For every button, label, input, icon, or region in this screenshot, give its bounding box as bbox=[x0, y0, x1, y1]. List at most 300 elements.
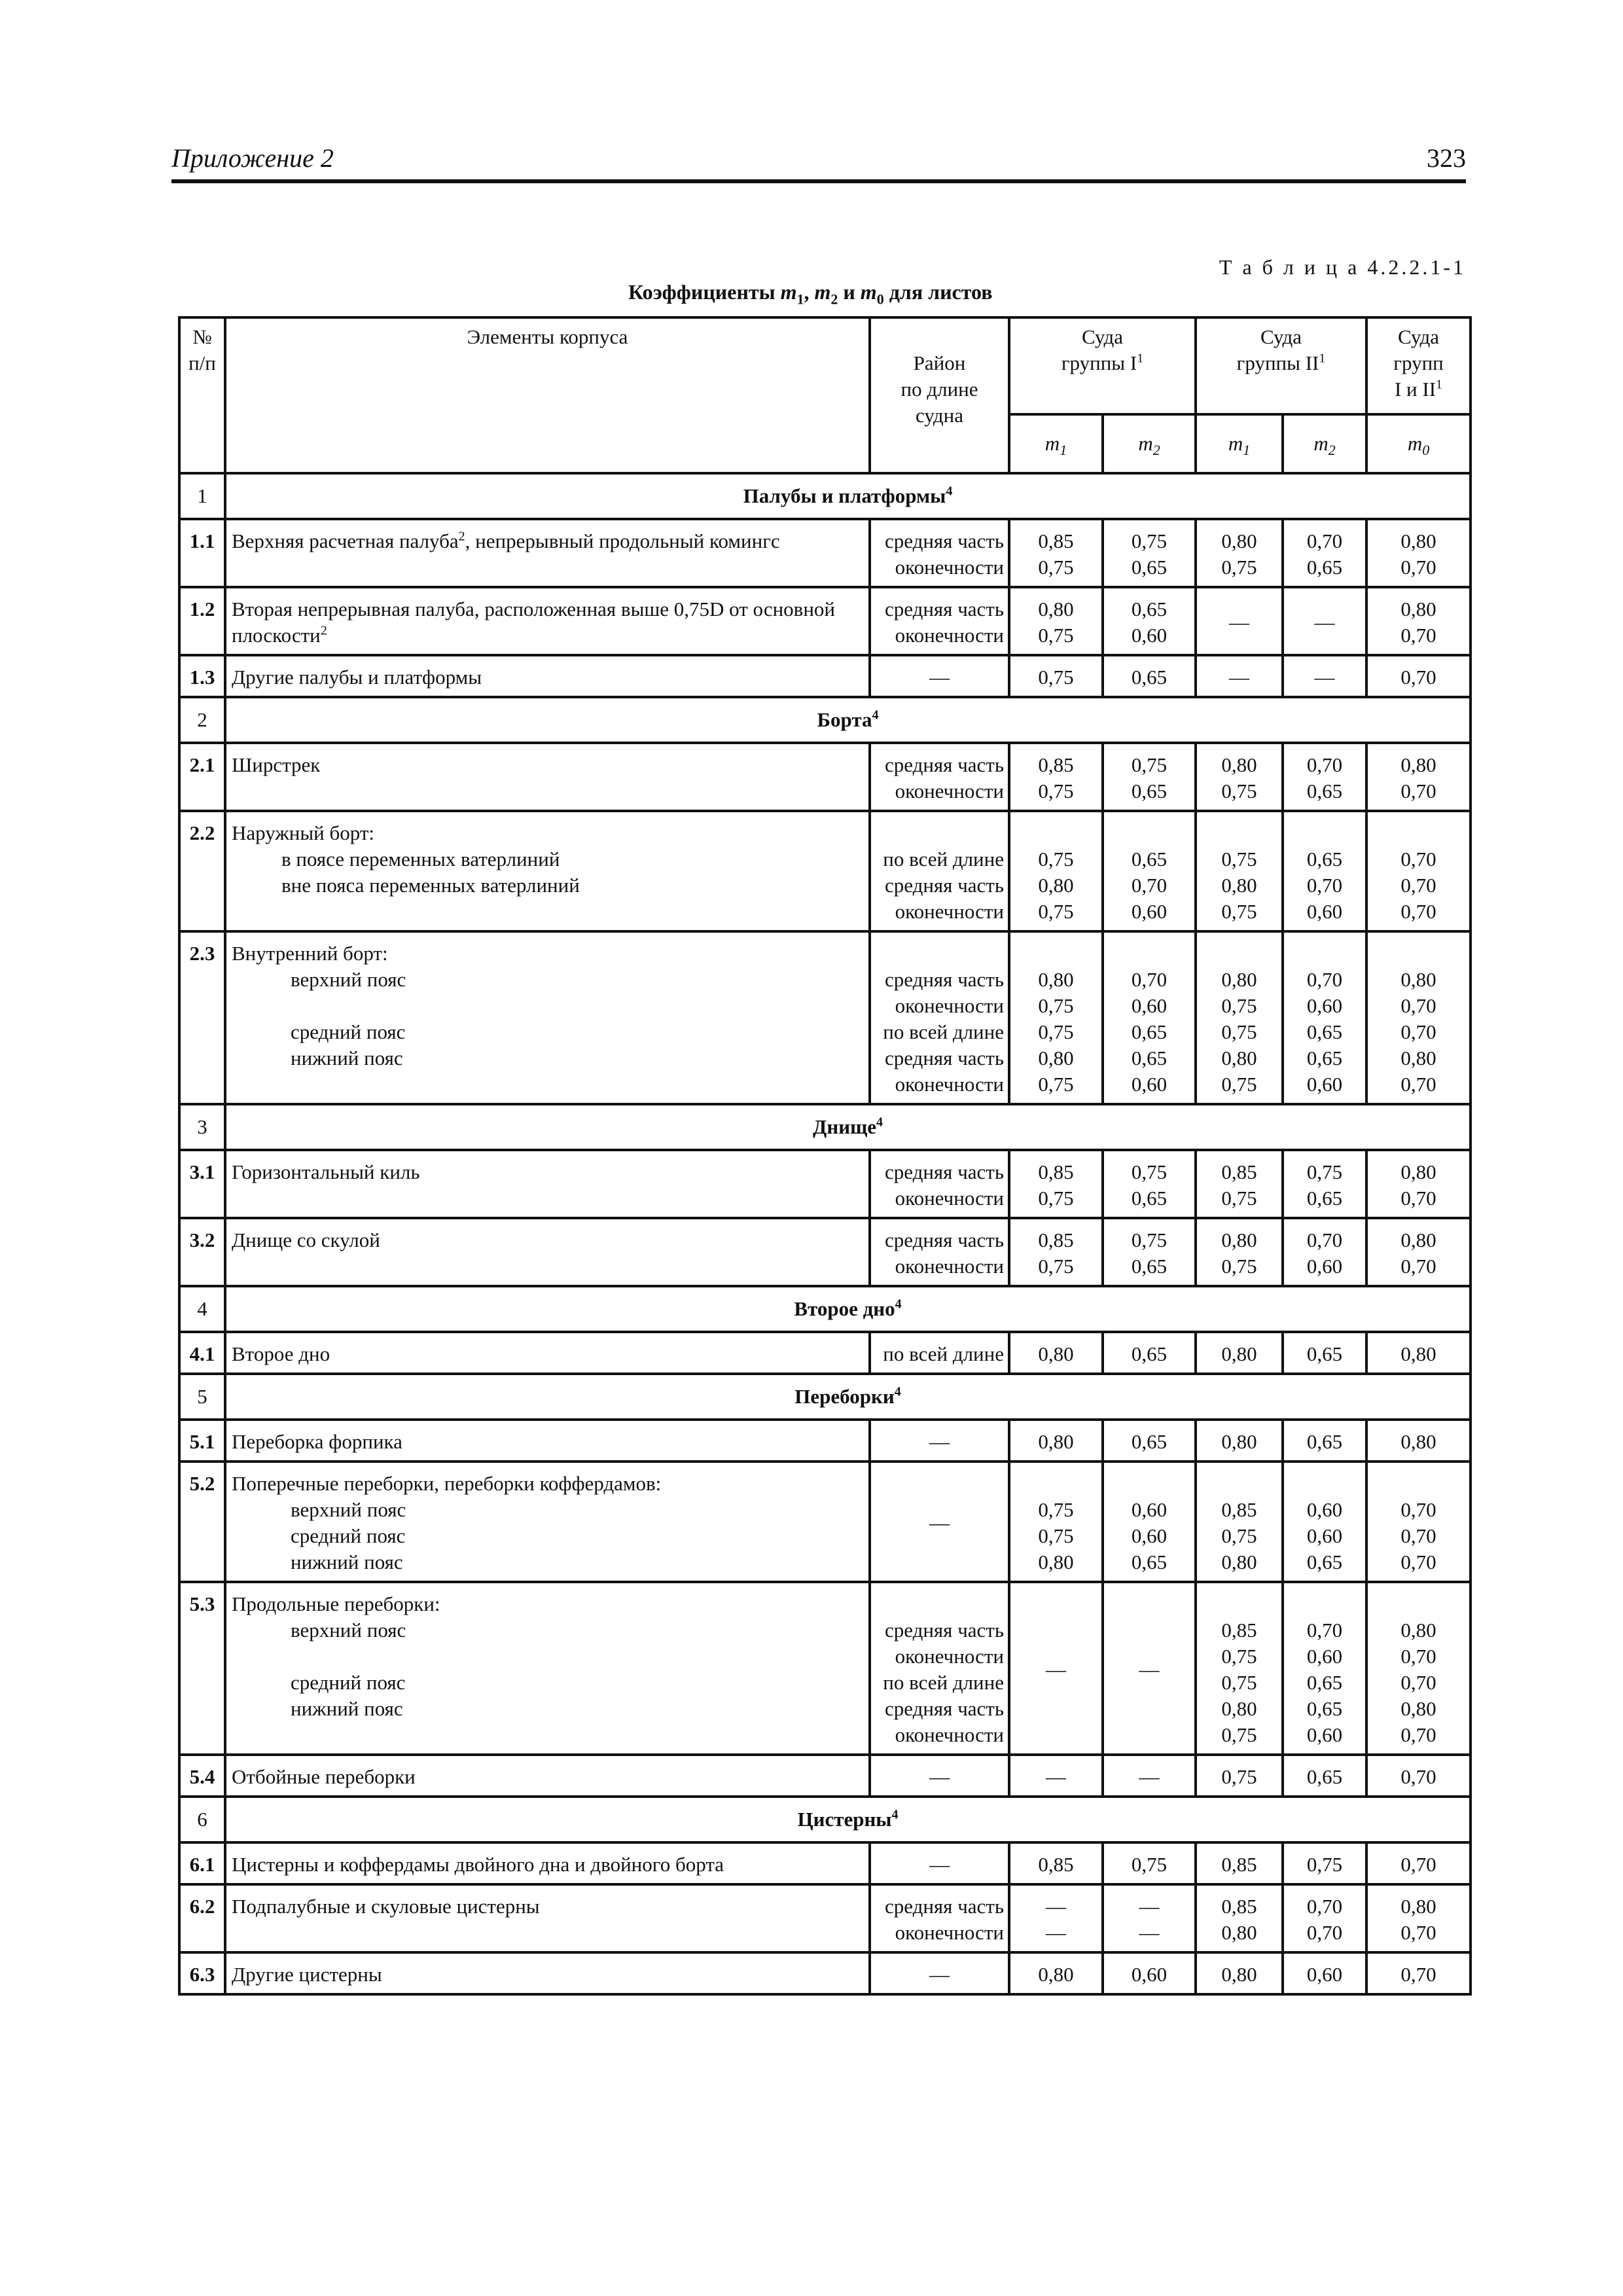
value-line: 0,60 bbox=[1131, 1963, 1168, 1986]
value-line bbox=[1289, 820, 1360, 846]
value-line: 0,80 bbox=[1221, 1697, 1257, 1720]
value-g1m2 bbox=[1103, 1842, 1196, 1884]
element-line: Другие цистерны bbox=[232, 1963, 382, 1986]
value-line: — bbox=[1139, 1658, 1160, 1681]
row-region bbox=[870, 1884, 1009, 1952]
value-line bbox=[1289, 1591, 1360, 1617]
value-line: 0,70 bbox=[1400, 874, 1436, 897]
value-g1m2 bbox=[1103, 743, 1196, 811]
element-line: Поперечные переборки, переборки коффердамов: bbox=[232, 1472, 662, 1495]
row-number: 1.3 bbox=[179, 655, 225, 697]
value-line: 0,80 bbox=[1400, 1697, 1436, 1720]
value-line: 0,80 bbox=[1400, 1895, 1436, 1918]
value-line: 0,80 bbox=[1038, 968, 1074, 991]
row-number: 3.1 bbox=[179, 1150, 225, 1218]
value-m0 bbox=[1366, 1842, 1471, 1884]
row-element bbox=[225, 1755, 870, 1797]
region-line: средняя часть bbox=[884, 1619, 1004, 1641]
value-line: 0,80 bbox=[1221, 1551, 1257, 1573]
value-line: 0,75 bbox=[1221, 1723, 1257, 1746]
region-line: — bbox=[929, 1853, 950, 1876]
value-line: 0,65 bbox=[1131, 1255, 1168, 1278]
value-line: 0,70 bbox=[1306, 529, 1343, 552]
value-line: 0,80 bbox=[1400, 529, 1436, 552]
value-g1m1 bbox=[1009, 1952, 1103, 1994]
value-line: 0,80 bbox=[1221, 529, 1257, 552]
value-line: — bbox=[1046, 1765, 1066, 1788]
value-line: 0,65 bbox=[1131, 1551, 1168, 1573]
element-line bbox=[232, 993, 863, 1019]
element-line: верхний пояс bbox=[291, 1619, 406, 1641]
value-line: 0,80 bbox=[1221, 1342, 1257, 1365]
region-line: оконечности bbox=[895, 556, 1004, 579]
value-line: 0,70 bbox=[1400, 1963, 1436, 1986]
value-line: — bbox=[1314, 611, 1335, 634]
value-g2m2 bbox=[1283, 1332, 1366, 1374]
element-line: средний пояс bbox=[291, 1671, 406, 1694]
table-row bbox=[179, 811, 1471, 931]
value-line: 0,65 bbox=[1131, 556, 1168, 579]
value-line: — bbox=[1229, 611, 1250, 634]
value-g2m1 bbox=[1196, 655, 1283, 697]
value-line: 0,70 bbox=[1306, 753, 1343, 776]
value-g1m1 bbox=[1009, 1582, 1103, 1755]
value-line: — bbox=[1046, 1921, 1066, 1944]
value-line: 0,60 bbox=[1131, 900, 1168, 923]
value-g1m1 bbox=[1009, 1755, 1103, 1797]
row-region bbox=[870, 743, 1009, 811]
element-line: Отбойные переборки bbox=[232, 1765, 416, 1788]
value-g2m1 bbox=[1196, 1884, 1283, 1952]
value-g2m2 bbox=[1283, 655, 1366, 697]
section-row bbox=[179, 697, 1471, 743]
value-line: 0,70 bbox=[1400, 624, 1436, 647]
value-line: 0,80 bbox=[1038, 598, 1074, 620]
value-line: — bbox=[1314, 666, 1335, 689]
value-line: 0,80 bbox=[1038, 874, 1074, 897]
value-line: 0,75 bbox=[1221, 900, 1257, 923]
col-header-elements: Элементы корпуса bbox=[225, 317, 870, 473]
value-line: 0,75 bbox=[1038, 848, 1074, 870]
element-line: Наружный борт: bbox=[232, 821, 375, 844]
value-line: — bbox=[1139, 1765, 1160, 1788]
value-line: 0,80 bbox=[1221, 874, 1257, 897]
value-g1m1 bbox=[1009, 519, 1103, 587]
value-line: 0,75 bbox=[1038, 1255, 1074, 1278]
section-number: 4 bbox=[179, 1286, 225, 1332]
row-region bbox=[870, 1332, 1009, 1374]
section-number: 1 bbox=[179, 473, 225, 519]
value-g2m2 bbox=[1283, 1842, 1366, 1884]
table-row bbox=[179, 743, 1471, 811]
value-line: 0,65 bbox=[1131, 848, 1168, 870]
region-line: оконечности bbox=[895, 1073, 1004, 1096]
value-line: 0,80 bbox=[1400, 1160, 1436, 1183]
value-line: 0,70 bbox=[1400, 848, 1436, 870]
value-line: 0,85 bbox=[1221, 1160, 1257, 1183]
value-line: 0,60 bbox=[1306, 1524, 1343, 1547]
region-line: оконечности bbox=[895, 994, 1004, 1017]
table-number: Т а б л и ц а 4.2.2.1-1 bbox=[1219, 255, 1466, 279]
value-g1m2 bbox=[1103, 1755, 1196, 1797]
region-line: по всей длине bbox=[883, 848, 1004, 870]
table-row bbox=[179, 587, 1471, 655]
value-line: 0,75 bbox=[1038, 1524, 1074, 1547]
value-line: 0,70 bbox=[1306, 1921, 1343, 1944]
value-line bbox=[1202, 1471, 1276, 1497]
value-line: 0,85 bbox=[1221, 1895, 1257, 1918]
col-header-region: Район по длине судна bbox=[870, 317, 1009, 473]
value-line: 0,75 bbox=[1038, 666, 1074, 689]
value-line: 0,75 bbox=[1038, 994, 1074, 1017]
value-m0 bbox=[1366, 655, 1471, 697]
value-line: 0,80 bbox=[1221, 1047, 1257, 1069]
row-number: 2.3 bbox=[179, 931, 225, 1104]
row-region bbox=[870, 1755, 1009, 1797]
element-line bbox=[232, 1643, 863, 1670]
row-region bbox=[870, 1952, 1009, 1994]
value-line: 0,70 bbox=[1400, 1645, 1436, 1668]
value-m0 bbox=[1366, 1420, 1471, 1462]
value-line: 0,60 bbox=[1306, 994, 1343, 1017]
value-g2m2 bbox=[1283, 519, 1366, 587]
value-g2m2 bbox=[1283, 1420, 1366, 1462]
value-line: 0,75 bbox=[1221, 994, 1257, 1017]
value-line: 0,85 bbox=[1038, 1229, 1074, 1251]
element-line: средний пояс bbox=[291, 1020, 406, 1043]
value-line: 0,80 bbox=[1400, 1047, 1436, 1069]
row-number: 6.2 bbox=[179, 1884, 225, 1952]
value-line bbox=[1202, 1591, 1276, 1617]
value-line: 0,65 bbox=[1306, 1765, 1343, 1788]
value-g1m2 bbox=[1103, 587, 1196, 655]
element-line: нижний пояс bbox=[291, 1047, 403, 1069]
row-number: 5.4 bbox=[179, 1755, 225, 1797]
row-element bbox=[225, 1332, 870, 1374]
value-line: 0,70 bbox=[1400, 1671, 1436, 1694]
value-line: 0,80 bbox=[1221, 1963, 1257, 1986]
value-line: 0,70 bbox=[1306, 874, 1343, 897]
value-line: 0,60 bbox=[1306, 1723, 1343, 1746]
row-element bbox=[225, 1462, 870, 1582]
value-line: 0,80 bbox=[1400, 1430, 1436, 1453]
value-m0 bbox=[1366, 1150, 1471, 1218]
element-line: Днище со скулой bbox=[232, 1229, 380, 1251]
element-line: Подпалубные и скуловые цистерны bbox=[232, 1895, 540, 1918]
row-element bbox=[225, 1952, 870, 1994]
element-line: Переборка форпика bbox=[232, 1430, 402, 1453]
value-g2m2 bbox=[1283, 1582, 1366, 1755]
region-line: средняя часть bbox=[884, 1895, 1004, 1918]
value-g1m2 bbox=[1103, 1218, 1196, 1286]
table-row bbox=[179, 519, 1471, 587]
value-g1m2 bbox=[1103, 1582, 1196, 1755]
element-line: в поясе переменных ватерлиний bbox=[281, 848, 560, 870]
value-line: 0,80 bbox=[1221, 1229, 1257, 1251]
value-line: 0,80 bbox=[1038, 1342, 1074, 1365]
value-line bbox=[1202, 941, 1276, 967]
value-line: 0,70 bbox=[1131, 874, 1168, 897]
value-line: 0,80 bbox=[1038, 1963, 1074, 1986]
region-line bbox=[876, 820, 1004, 846]
value-line: 0,65 bbox=[1131, 780, 1168, 802]
section-title: Борта$^4$ bbox=[225, 697, 1471, 743]
section-title: Переборки$^4$ bbox=[225, 1374, 1471, 1420]
region-line: — bbox=[929, 1765, 950, 1788]
value-line: 0,85 bbox=[1221, 1498, 1257, 1521]
value-g1m1 bbox=[1009, 1218, 1103, 1286]
element-line: Второе дно bbox=[232, 1342, 330, 1365]
value-g2m2 bbox=[1283, 1952, 1366, 1994]
value-g1m1 bbox=[1009, 743, 1103, 811]
value-g2m1 bbox=[1196, 587, 1283, 655]
region-line bbox=[876, 941, 1004, 967]
value-g1m2 bbox=[1103, 1420, 1196, 1462]
value-g2m2 bbox=[1283, 1755, 1366, 1797]
value-g1m1 bbox=[1009, 931, 1103, 1104]
region-line: оконечности bbox=[895, 1921, 1004, 1944]
value-m0 bbox=[1366, 1952, 1471, 1994]
value-line: 0,70 bbox=[1306, 1619, 1343, 1641]
section-number: 6 bbox=[179, 1797, 225, 1842]
row-region bbox=[870, 1462, 1009, 1582]
row-element bbox=[225, 1582, 870, 1755]
value-line: 0,75 bbox=[1038, 900, 1074, 923]
value-line: 0,75 bbox=[1221, 1524, 1257, 1547]
region-line: по всей длине bbox=[883, 1671, 1004, 1694]
value-g1m1 bbox=[1009, 655, 1103, 697]
value-line: 0,75 bbox=[1221, 848, 1257, 870]
col-header-g1-m1: $m_1$ bbox=[1009, 414, 1103, 473]
value-line: — bbox=[1229, 666, 1250, 689]
value-g2m2 bbox=[1283, 1462, 1366, 1582]
row-element bbox=[225, 1218, 870, 1286]
region-line: оконечности bbox=[895, 900, 1004, 923]
value-g2m1 bbox=[1196, 1462, 1283, 1582]
value-line: 0,80 bbox=[1400, 1229, 1436, 1251]
row-region bbox=[870, 1420, 1009, 1462]
element-line: Верхняя расчетная палуба$^2$, непрерывный продольный комингс bbox=[232, 529, 780, 552]
value-line bbox=[1016, 941, 1096, 967]
value-line: 0,70 bbox=[1131, 968, 1168, 991]
region-line: — bbox=[929, 666, 950, 689]
row-number: 2.1 bbox=[179, 743, 225, 811]
value-line: 0,75 bbox=[1038, 1073, 1074, 1096]
value-line: 0,65 bbox=[1306, 848, 1343, 870]
value-m0 bbox=[1366, 811, 1471, 931]
value-g2m1 bbox=[1196, 1952, 1283, 1994]
region-line: оконечности bbox=[895, 1187, 1004, 1210]
value-g2m2 bbox=[1283, 1218, 1366, 1286]
value-line bbox=[1289, 941, 1360, 967]
col-header-no: № п/п bbox=[179, 317, 225, 473]
section-title: Второе дно$^4$ bbox=[225, 1286, 1471, 1332]
value-line: 0,60 bbox=[1131, 994, 1168, 1017]
value-line: 0,70 bbox=[1306, 1229, 1343, 1251]
value-line: 0,75 bbox=[1306, 1853, 1343, 1876]
value-line: 0,60 bbox=[1306, 1645, 1343, 1668]
value-line: 0,75 bbox=[1131, 1229, 1168, 1251]
value-line: 0,65 bbox=[1306, 1671, 1343, 1694]
value-line: 0,80 bbox=[1038, 1430, 1074, 1453]
section-row bbox=[179, 1797, 1471, 1842]
value-line: 0,75 bbox=[1038, 780, 1074, 802]
value-line: — bbox=[1046, 1658, 1066, 1681]
value-g1m2 bbox=[1103, 931, 1196, 1104]
value-g2m1 bbox=[1196, 811, 1283, 931]
region-line: средняя часть bbox=[884, 753, 1004, 776]
value-g2m1 bbox=[1196, 1582, 1283, 1755]
region-line: — bbox=[929, 1511, 950, 1534]
element-line: Ширстрек bbox=[232, 753, 321, 776]
running-header bbox=[171, 143, 1466, 183]
table-row bbox=[179, 1952, 1471, 1994]
value-line: 0,75 bbox=[1306, 1160, 1343, 1183]
value-m0 bbox=[1366, 1462, 1471, 1582]
value-m0 bbox=[1366, 519, 1471, 587]
value-line: 0,65 bbox=[1306, 1020, 1343, 1043]
value-g1m2 bbox=[1103, 1332, 1196, 1374]
row-number: 6.3 bbox=[179, 1952, 225, 1994]
value-line: 0,75 bbox=[1221, 556, 1257, 579]
region-line: оконечности bbox=[895, 1723, 1004, 1746]
value-line: 0,80 bbox=[1038, 1551, 1074, 1573]
value-line bbox=[1373, 1591, 1464, 1617]
element-line: вне пояса переменных ватерлиний bbox=[281, 874, 580, 897]
region-line: — bbox=[929, 1430, 950, 1453]
value-line: 0,65 bbox=[1131, 1047, 1168, 1069]
value-line bbox=[1109, 941, 1189, 967]
value-line: 0,75 bbox=[1131, 529, 1168, 552]
value-g1m2 bbox=[1103, 1884, 1196, 1952]
table-row bbox=[179, 1582, 1471, 1755]
value-line: 0,80 bbox=[1400, 1342, 1436, 1365]
row-number: 1.1 bbox=[179, 519, 225, 587]
value-g1m1 bbox=[1009, 1462, 1103, 1582]
value-line: 0,65 bbox=[1306, 1047, 1343, 1069]
value-line: — bbox=[1046, 1895, 1066, 1918]
value-line: 0,70 bbox=[1400, 1921, 1436, 1944]
region-line: оконечности bbox=[895, 780, 1004, 802]
value-line: 0,70 bbox=[1400, 1765, 1436, 1788]
row-element bbox=[225, 931, 870, 1104]
value-line: 0,60 bbox=[1131, 1073, 1168, 1096]
value-line: 0,80 bbox=[1400, 1619, 1436, 1641]
value-m0 bbox=[1366, 1755, 1471, 1797]
region-line: средняя часть bbox=[884, 529, 1004, 552]
section-number: 5 bbox=[179, 1374, 225, 1420]
table-row bbox=[179, 931, 1471, 1104]
value-m0 bbox=[1366, 743, 1471, 811]
value-g2m1 bbox=[1196, 1218, 1283, 1286]
section-row bbox=[179, 1104, 1471, 1150]
value-line: 0,75 bbox=[1221, 1671, 1257, 1694]
value-g2m1 bbox=[1196, 1842, 1283, 1884]
value-line: 0,85 bbox=[1038, 1853, 1074, 1876]
element-line: верхний пояс bbox=[291, 1498, 406, 1521]
header-appendix-title: Приложение 2 bbox=[171, 143, 334, 173]
col-header-g2-m1: $m_1$ bbox=[1196, 414, 1283, 473]
row-region bbox=[870, 811, 1009, 931]
value-line: 0,70 bbox=[1400, 1723, 1436, 1746]
row-number: 5.3 bbox=[179, 1582, 225, 1755]
region-line: средняя часть bbox=[884, 1229, 1004, 1251]
value-g1m2 bbox=[1103, 811, 1196, 931]
value-line: 0,65 bbox=[1306, 556, 1343, 579]
value-line: 0,60 bbox=[1306, 900, 1343, 923]
value-line: 0,70 bbox=[1400, 1073, 1436, 1096]
value-line: 0,60 bbox=[1306, 1498, 1343, 1521]
section-number: 2 bbox=[179, 697, 225, 743]
row-element bbox=[225, 655, 870, 697]
section-title: Цистерны$^4$ bbox=[225, 1797, 1471, 1842]
value-m0 bbox=[1366, 587, 1471, 655]
value-m0 bbox=[1366, 1218, 1471, 1286]
value-line: 0,70 bbox=[1400, 1255, 1436, 1278]
value-line: 0,70 bbox=[1400, 994, 1436, 1017]
element-line: Вторая непрерывная палуба, расположенная выше 0,75D от основной плоскости$^2$ bbox=[232, 598, 835, 647]
value-g2m2 bbox=[1283, 931, 1366, 1104]
value-line: 0,70 bbox=[1400, 556, 1436, 579]
value-line: 0,70 bbox=[1400, 666, 1436, 689]
element-line: Внутренний борт: bbox=[232, 942, 388, 965]
value-g1m1 bbox=[1009, 1842, 1103, 1884]
value-line: 0,70 bbox=[1400, 1853, 1436, 1876]
row-region bbox=[870, 587, 1009, 655]
region-line: средняя часть bbox=[884, 598, 1004, 620]
region-line bbox=[876, 1591, 1004, 1617]
value-m0 bbox=[1366, 931, 1471, 1104]
table-row bbox=[179, 1842, 1471, 1884]
region-line: оконечности bbox=[895, 624, 1004, 647]
section-row bbox=[179, 473, 1471, 519]
value-line: 0,60 bbox=[1306, 1073, 1343, 1096]
value-line: 0,85 bbox=[1038, 1160, 1074, 1183]
row-region bbox=[870, 1218, 1009, 1286]
table-row bbox=[179, 1218, 1471, 1286]
row-element bbox=[225, 1150, 870, 1218]
value-line: 0,75 bbox=[1221, 1187, 1257, 1210]
value-line: 0,60 bbox=[1131, 624, 1168, 647]
row-region bbox=[870, 519, 1009, 587]
region-line: оконечности bbox=[895, 1645, 1004, 1668]
value-line: 0,65 bbox=[1131, 598, 1168, 620]
value-line: 0,75 bbox=[1131, 753, 1168, 776]
value-line: 0,75 bbox=[1038, 556, 1074, 579]
region-line: по всей длине bbox=[883, 1342, 1004, 1365]
value-line: 0,65 bbox=[1306, 1430, 1343, 1453]
value-g1m1 bbox=[1009, 1420, 1103, 1462]
value-m0 bbox=[1366, 1582, 1471, 1755]
value-g1m1 bbox=[1009, 1884, 1103, 1952]
value-g2m1 bbox=[1196, 1420, 1283, 1462]
value-line: 0,70 bbox=[1400, 780, 1436, 802]
region-line: — bbox=[929, 1963, 950, 1986]
value-line bbox=[1373, 820, 1464, 846]
table-row bbox=[179, 655, 1471, 697]
col-header-group-1: Суда группы $I^1$ bbox=[1009, 317, 1196, 414]
value-g2m1 bbox=[1196, 931, 1283, 1104]
value-line: 0,75 bbox=[1221, 1020, 1257, 1043]
value-line: 0,75 bbox=[1038, 1187, 1074, 1210]
value-line bbox=[1202, 820, 1276, 846]
value-line: 0,70 bbox=[1400, 1187, 1436, 1210]
table-row bbox=[179, 1462, 1471, 1582]
value-line: 0,75 bbox=[1221, 780, 1257, 802]
page-number: 323 bbox=[1427, 143, 1466, 173]
value-line: 0,85 bbox=[1221, 1619, 1257, 1641]
value-line: 0,70 bbox=[1400, 1498, 1436, 1521]
